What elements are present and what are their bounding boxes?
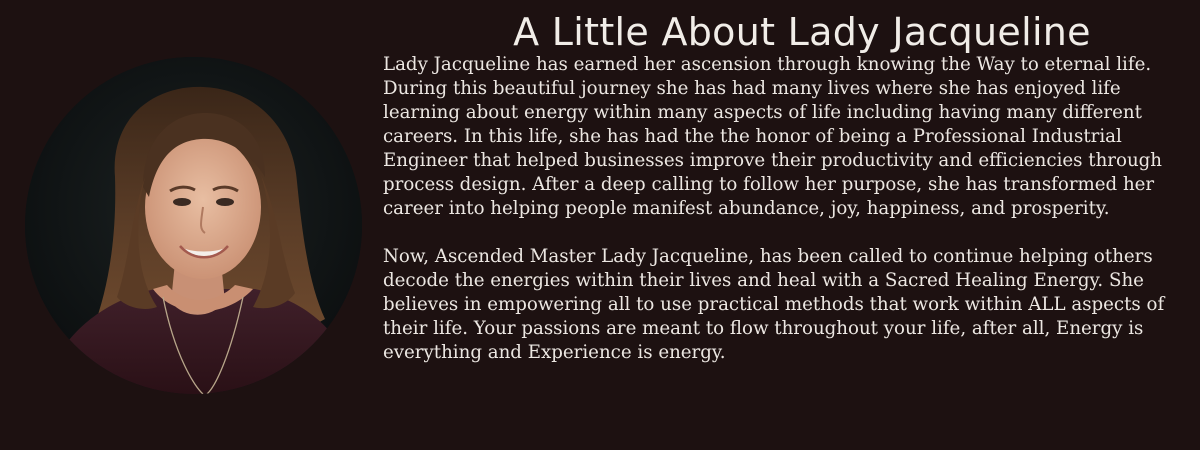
bio-text [383, 53, 1195, 365]
portrait-photo [25, 57, 362, 394]
portrait-image [25, 57, 362, 394]
bio-paragraph: Now, Ascended Master Lady Jacqueline, has been called to continue helping others decode the energies within their lives and heal with a Sacred Healing Energy. She believes in empowering all to use practical methods that work within ALL aspects of their life. Your passions are meant to flow throughout your life, after all, Energy is everything and Experience is energy. [383, 246, 1165, 363]
bio-paragraph: Lady Jacqueline has earned her ascension through knowing the Way to eternal life. During this beautiful journey she has had many lives where she has enjoyed life learning about energy within many aspects of life including having many different careers. In this life, she has had the the honor of being a Professional Industrial Engineer that helped businesses improve their productivity and efficiencies through process design. After a deep calling to follow her purpose, she has transformed her career into helping people manifest abundance, joy, happiness, and prosperity. [383, 54, 1163, 219]
page-title: A Little About Lady Jacqueline [513, 10, 1091, 54]
